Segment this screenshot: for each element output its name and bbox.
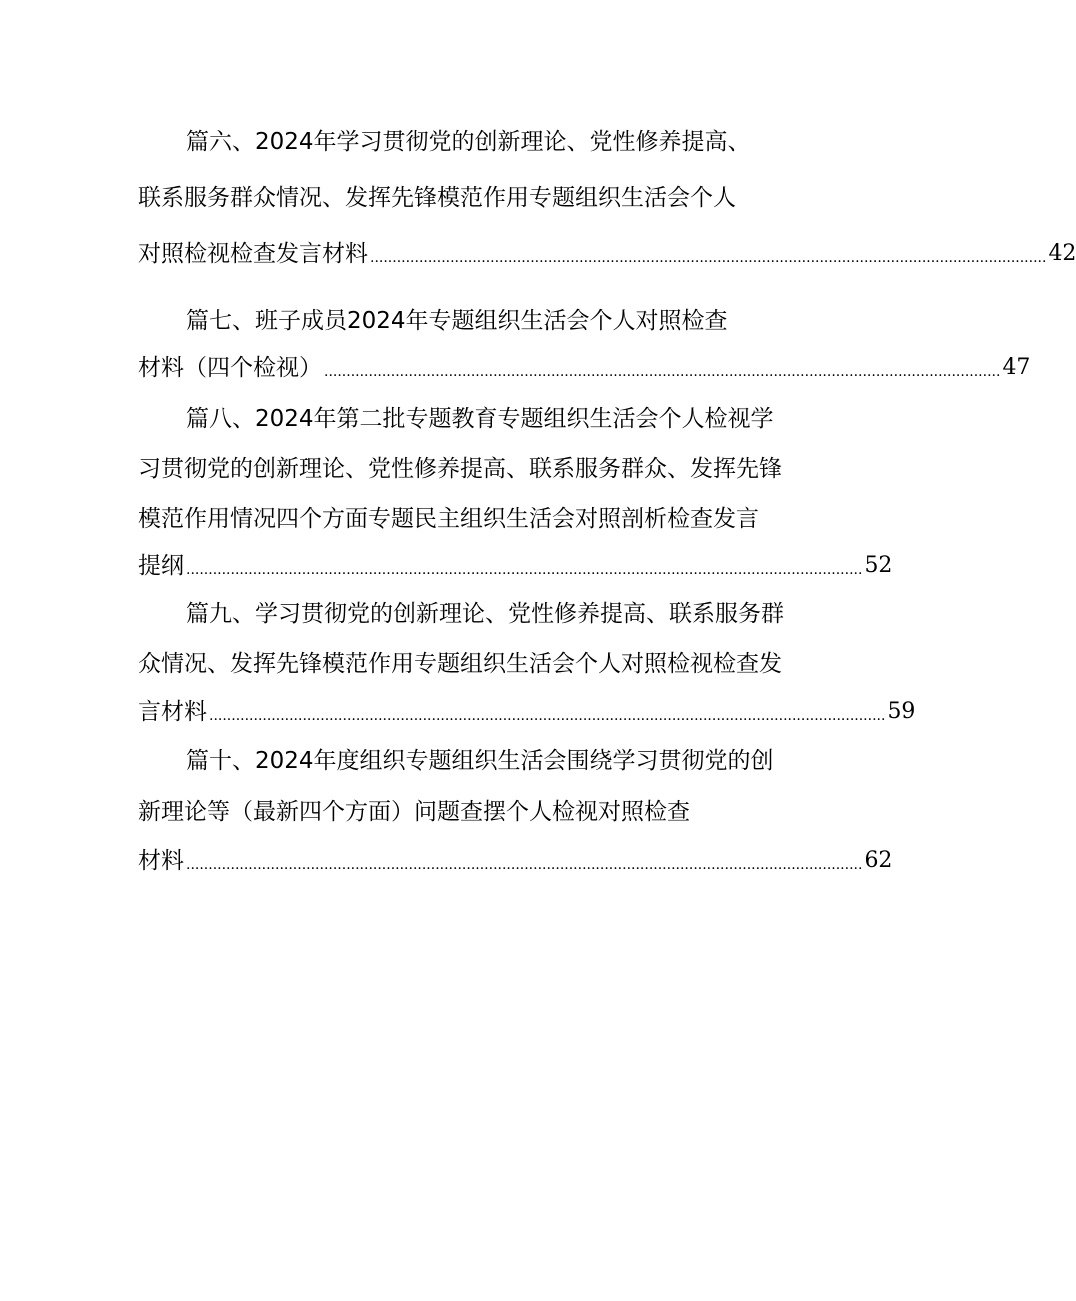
toc-entry-8-page-number: 52 bbox=[864, 553, 893, 578]
toc-entry-6-page-number: 42 bbox=[1048, 241, 1076, 266]
dot-leader: ........................................................................................................................................................ bbox=[370, 250, 1047, 266]
toc-entry-9-line-2: 众情况、发挥先锋模范作用专题组织生活会个人对照检视检查发 bbox=[138, 651, 782, 677]
toc-entry-6-line-1: 篇六、2024年学习贯彻党的创新理论、党性修养提高、 bbox=[186, 129, 751, 155]
toc-entry-8-line-1: 篇八、2024年第二批专题教育专题组织生活会个人检视学 bbox=[186, 406, 774, 432]
toc-entry-10-link[interactable] bbox=[138, 845, 893, 877]
dot-leader: ........................................................................................................................................................ bbox=[186, 857, 863, 873]
toc-entry-9-line-1: 篇九、学习贯彻党的创新理论、党性修养提高、联系服务群 bbox=[186, 601, 784, 627]
toc-entry-9-page-number: 59 bbox=[887, 699, 916, 724]
toc-entry-7-page-number: 47 bbox=[1002, 355, 1031, 380]
toc-entry-8-link[interactable] bbox=[138, 550, 893, 582]
toc-entry-7-line-1: 篇七、班子成员2024年专题组织生活会个人对照检查 bbox=[186, 308, 728, 334]
toc-entry-8-title-end: 提纲 bbox=[138, 553, 184, 579]
toc-entry-8-line-3: 模范作用情况四个方面专题民主组织生活会对照剖析检查发言 bbox=[138, 506, 759, 532]
toc-entry-9-title-end: 言材料 bbox=[138, 699, 207, 725]
dot-leader: ........................................................................................................................................................ bbox=[186, 562, 863, 578]
dot-leader: ........................................................................................................................................................ bbox=[324, 364, 1001, 380]
toc-entry-10-page-number: 62 bbox=[864, 848, 893, 873]
toc-entry-6-line-2: 联系服务群众情况、发挥先锋模范作用专题组织生活会个人 bbox=[138, 185, 736, 211]
toc-entry-8-line-2: 习贯彻党的创新理论、党性修养提高、联系服务群众、发挥先锋 bbox=[138, 456, 782, 482]
toc-entry-9-link[interactable] bbox=[138, 696, 916, 728]
toc-entry-10-title-end: 材料 bbox=[138, 848, 184, 874]
toc-entry-7-link[interactable] bbox=[138, 352, 1031, 384]
toc-entry-6-title-end: 对照检视检查发言材料 bbox=[138, 241, 368, 267]
toc-entry-6-link[interactable] bbox=[138, 238, 1076, 270]
toc-entry-10-line-1: 篇十、2024年度组织专题组织生活会围绕学习贯彻党的创 bbox=[186, 748, 774, 774]
dot-leader: ........................................................................................................................................................ bbox=[209, 708, 886, 724]
toc-entry-10-line-2: 新理论等（最新四个方面）问题查摆个人检视对照检查 bbox=[138, 799, 690, 825]
toc-entry-7-title-end: 材料（四个检视） bbox=[138, 355, 322, 381]
